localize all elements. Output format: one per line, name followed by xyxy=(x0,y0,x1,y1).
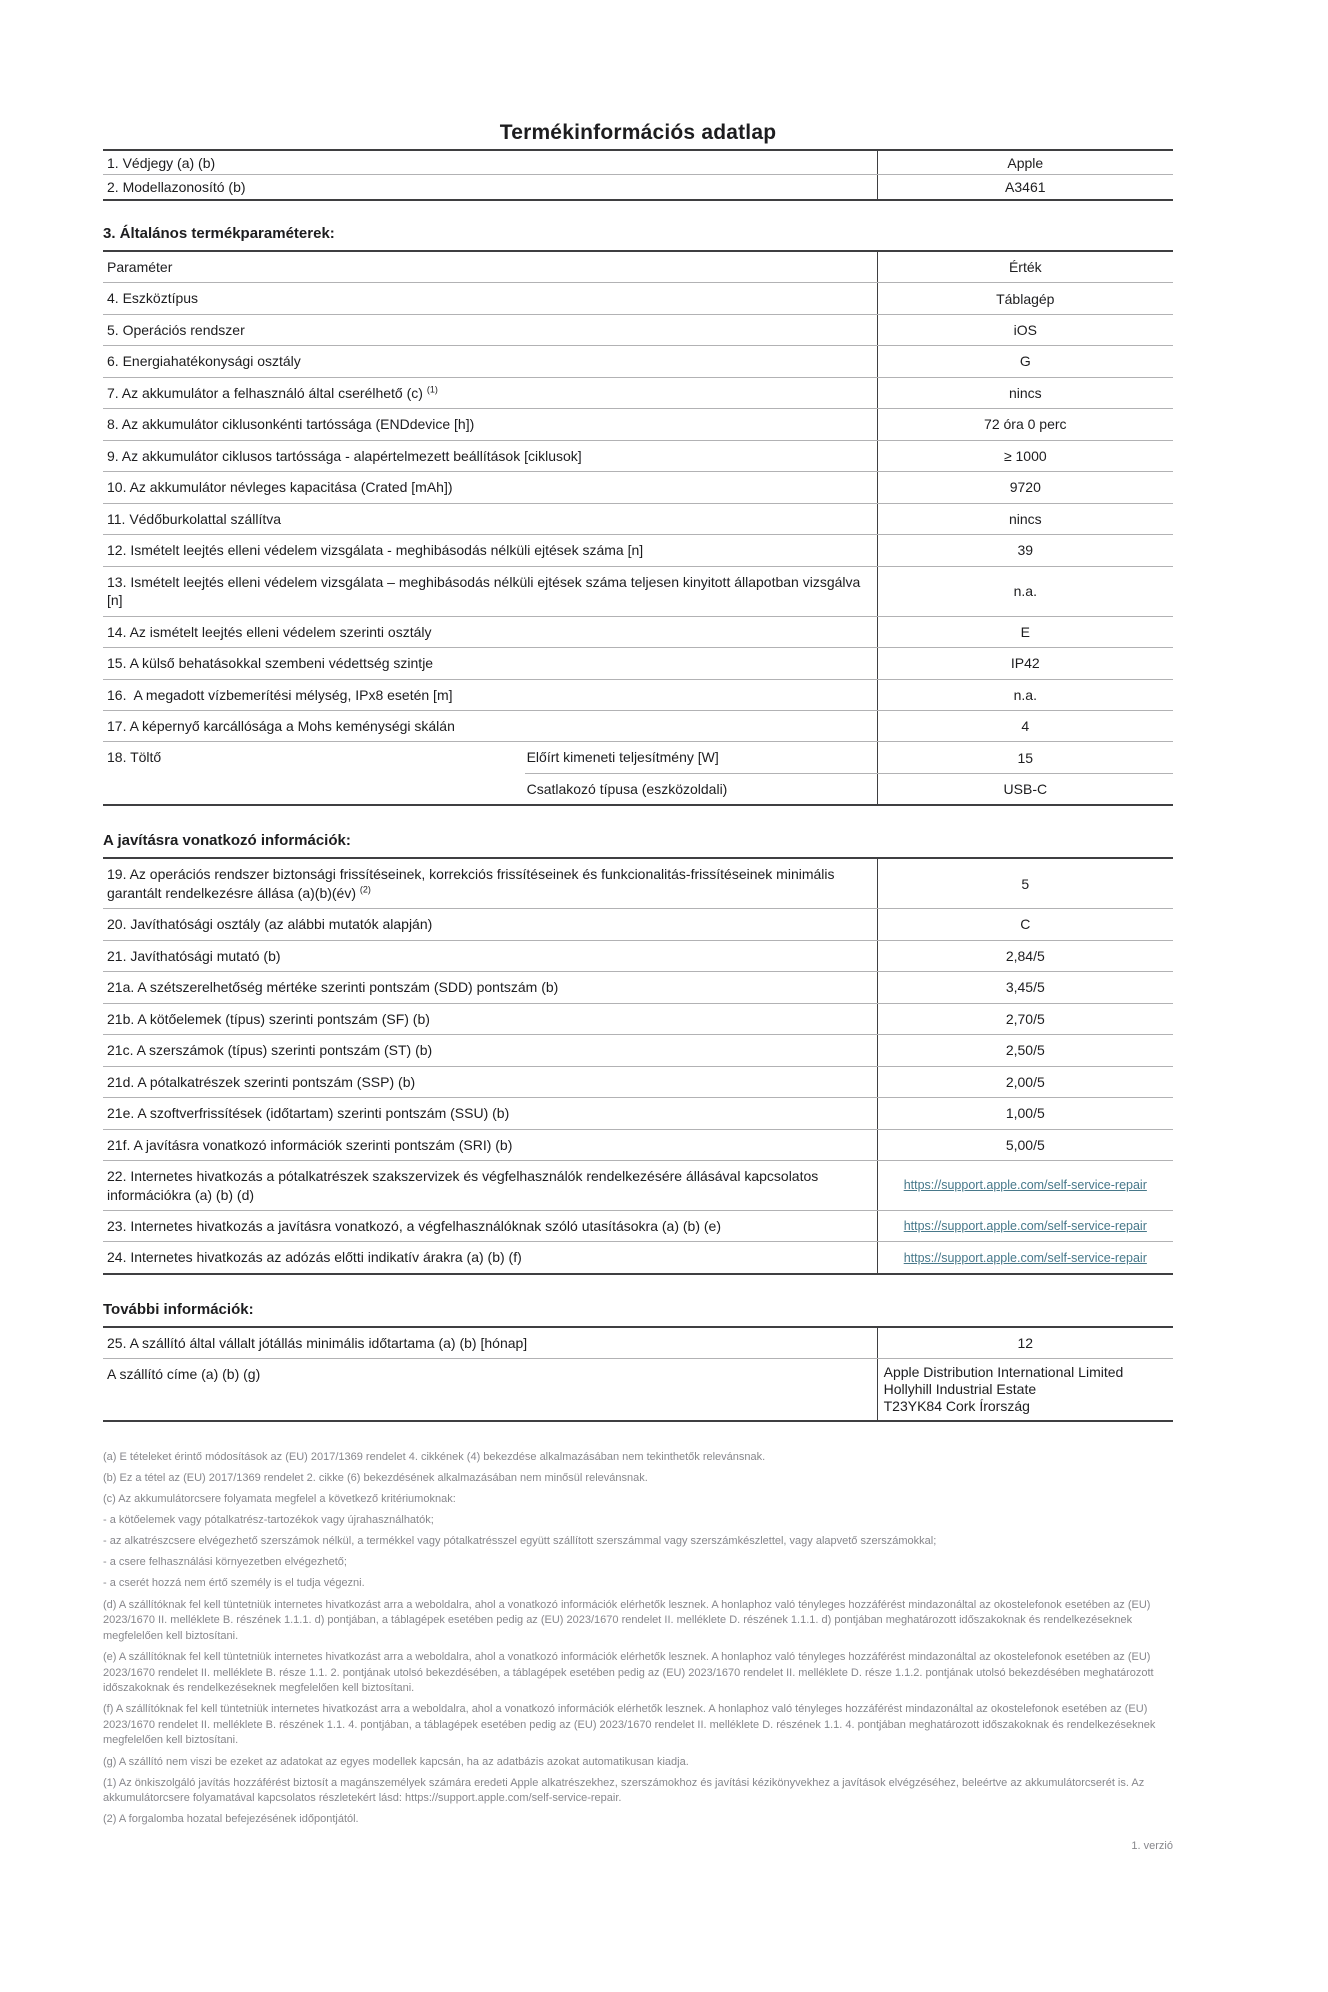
table-row xyxy=(103,377,1173,408)
value-cell: Apple xyxy=(877,151,1173,174)
param-label: 20. Javíthatósági osztály (az alábbi mutatók alapján) xyxy=(107,916,433,933)
support-link[interactable]: https://support.apple.com/self-service-repair xyxy=(903,1178,1147,1193)
table-row xyxy=(103,1129,1173,1160)
param-label: 22. Internetes hivatkozás a pótalkatrészek szakszervizek és végfelhasználók rendelkezésére állásával kapcsolatos információkra (a) (b) (d) xyxy=(107,1168,819,1203)
table-row xyxy=(103,908,1173,939)
param-label: 9. Az akkumulátor ciklusos tartóssága - alapértelmezett beállítások [ciklusok] xyxy=(107,447,582,464)
value-cell: Táblagép xyxy=(877,283,1173,313)
param-label: 8. Az akkumulátor ciklusonkénti tartóssága (ENDdevice [h]) xyxy=(107,416,475,433)
param-label: 23. Internetes hivatkozás a javításra vonatkozó, a végfelhasználóknak szóló utasításokra (a) (b) (e) xyxy=(107,1218,721,1234)
table-row xyxy=(103,971,1173,1002)
param-label: A szállító címe (a) (b) (g) xyxy=(107,1366,261,1383)
value-cell: G xyxy=(877,346,1173,376)
table-row xyxy=(103,282,1173,313)
value-cell: 3,45/5 xyxy=(877,972,1173,1002)
charger-subcolumn xyxy=(525,742,1173,804)
value-cell: nincs xyxy=(877,378,1173,408)
table-row xyxy=(103,174,1173,198)
footnote-text: (1) Az önkiszolgáló javítás hozzáférést biztosít a magánszemélyek számára eredeti Apple alkatrészekhez, szerszámokhoz és javítási kézikönyvekhez a javítások elvégzéséhez, beleértve az akkumulátorcserét is. Az akkumulátorcsere folyamatával kapcsolatos részletekért lásd: https://support.apple.com/self-service-repair. xyxy=(103,1776,1145,1805)
param-label: 4. Eszköztípus xyxy=(107,290,199,307)
param-label: 10. Az akkumulátor névleges kapacitása (Crated [mAh]) xyxy=(107,479,453,496)
footnote-text: (e) A szállítóknak fel kell tüntetniük internetes hivatkozást arra a weboldalra, ahol a vonatkozó információk elérhetők lesznek. A honlaphoz való tényleges hozzáférést mindazonáltal az okostelefonok esetében az (EU) 2023/1670 rendelet II. melléklete B. része 1.1. 2. pontjának utolsó bekezdésében, a táblagépek esetében pedig az (EU) 2023/1670 rendelet II. melléklete D. része 1.1.2. pontjának utolsó bekezdésében meghatározott időszakoknak és rendelkezéseknek megfelelően kell biztosítani. xyxy=(103,1650,1154,1695)
value-cell: 5,00/5 xyxy=(877,1130,1173,1160)
param-label: 21c. A szerszámok (típus) szerinti pontszám (ST) (b) xyxy=(107,1042,433,1059)
column-header-param: Paraméter xyxy=(107,258,173,275)
param-label: 21a. A szétszerelhetőség mértéke szerinti pontszám (SDD) pontszám (b) xyxy=(107,979,559,996)
table-row xyxy=(103,940,1173,971)
table-row xyxy=(103,1160,1173,1210)
param-label: 6. Energiahatékonysági osztály xyxy=(107,353,301,370)
table-row xyxy=(103,1066,1173,1097)
identification-table xyxy=(103,149,1173,201)
param-label: 2. Modellazonosító (b) xyxy=(107,178,246,195)
section-heading-repair: A javításra vonatkozó információk: xyxy=(103,832,351,850)
table-row xyxy=(103,616,1173,647)
table-row xyxy=(103,408,1173,439)
subparam-label: Előírt kimeneti teljesítmény [W] xyxy=(526,749,719,766)
address-line: Hollyhill Industrial Estate xyxy=(883,1381,1037,1398)
footnote-ref: (2) xyxy=(359,884,371,895)
page-title: Termékinformációs adatlap xyxy=(499,121,777,144)
param-label: 14. Az ismételt leejtés elleni védelem szerinti osztály xyxy=(107,623,432,640)
table-row xyxy=(103,679,1173,710)
support-link[interactable]: https://support.apple.com/self-service-repair xyxy=(903,1250,1147,1265)
table-row xyxy=(103,710,1173,741)
table-row xyxy=(103,471,1173,502)
footnote-text: (b) Ez a tétel az (EU) 2017/1369 rendelet 2. cikke (6) bekezdésének alkalmazásában nem minősül relevánsnak. xyxy=(103,1471,648,1484)
value-cell: 5 xyxy=(877,859,1173,908)
address-line: Apple Distribution International Limited xyxy=(883,1364,1124,1381)
table-row xyxy=(103,1097,1173,1128)
table-row-charger xyxy=(103,741,1173,804)
value-cell: 72 óra 0 perc xyxy=(877,409,1173,439)
table-row xyxy=(103,1034,1173,1065)
table-row xyxy=(103,566,1173,616)
value-cell: E xyxy=(877,617,1173,647)
table-row xyxy=(103,1210,1173,1241)
param-label: 19. Az operációs rendszer biztonsági frissítéseinek, korrekciós frissítéseinek és funkcionalitás-frissítéseinek minimális garantált rendelkezésre állása (a)(b)(év) $^{(2)}$ xyxy=(107,866,835,901)
version-label: 1. verzió xyxy=(1131,1839,1173,1852)
value-cell: USB-C xyxy=(877,774,1173,804)
address-line: T23YK84 Cork Írország xyxy=(883,1398,1030,1414)
repair-info-table xyxy=(103,857,1173,1275)
general-parameters-table xyxy=(103,250,1173,806)
param-label: 21b. A kötőelemek (típus) szerinti pontszám (SF) (b) xyxy=(107,1010,430,1027)
table-row xyxy=(103,314,1173,345)
footnote-text: (2) A forgalomba hozatal befejezésének időpontjától. xyxy=(103,1813,359,1826)
footnote-text: (c) Az akkumulátorcsere folyamata megfelel a következő kritériumoknak: xyxy=(103,1493,456,1506)
param-label: 21f. A javításra vonatkozó információk szerinti pontszám (SRI) (b) xyxy=(107,1136,513,1153)
value-cell: 12 xyxy=(877,1328,1173,1358)
param-label: 13. Ismételt leejtés elleni védelem vizsgálata – meghibásodás nélküli ejtések száma teljesen kinyitott állapotban vizsgálva [n] xyxy=(107,573,861,609)
table-row xyxy=(103,647,1173,678)
table-row xyxy=(103,345,1173,376)
value-cell xyxy=(877,1359,1173,1419)
value-cell: IP42 xyxy=(877,648,1173,678)
table-row xyxy=(103,503,1173,534)
param-label: 18. Töltő xyxy=(107,749,162,766)
value-cell: nincs xyxy=(877,504,1173,534)
value-cell: 39 xyxy=(877,535,1173,565)
value-cell: n.a. xyxy=(877,567,1173,616)
value-cell xyxy=(877,1161,1173,1210)
value-cell xyxy=(877,1242,1173,1272)
support-link[interactable]: https://support.apple.com/self-service-repair xyxy=(903,1219,1147,1234)
table-row xyxy=(103,1328,1173,1358)
footnote-text: - az alkatrészcsere elvégezhető szerszámok nélkül, a termékkel vagy pótalkatrésszel együtt szállított szerszámmal vagy szerszámkészlettel, vagy alapvető szerszámokkal; xyxy=(103,1535,937,1548)
table-row xyxy=(103,1241,1173,1272)
value-cell: C xyxy=(877,909,1173,939)
param-label: 15. A külső behatásokkal szembeni védettség szintje xyxy=(107,655,434,672)
footnotes-block xyxy=(103,1450,1173,1828)
footnote-text: (d) A szállítóknak fel kell tüntetniük internetes hivatkozást arra a weboldalra, ahol a vonatkozó információk elérhetők lesznek. A honlaphoz való tényleges hozzáférést mindazonáltal az okostelefonok esetében az (EU) 2023/1670 II. melléklete B. részének 1.1.1. d) pontjában, a táblagépek esetében pedig az (EU) 2023/1670 rendelet II. melléklete D. részének 1.1.1. d) pontjában meghatározott időszakoknak és rendelkezéseknek megfelelően kell biztosítani. xyxy=(103,1598,1151,1642)
param-label: 7. Az akkumulátor a felhasználó által cserélhető (c) $^{(1)}$ xyxy=(107,384,438,401)
footnote-text: (a) E tételeket érintő módosítások az (EU) 2017/1369 rendelet 4. cikkének (4) bekezdése alkalmazásában nem tekinthetők relevánsnak. xyxy=(103,1450,766,1463)
additional-info-table xyxy=(103,1326,1173,1422)
value-cell: 2,70/5 xyxy=(877,1004,1173,1034)
value-cell: A3461 xyxy=(877,175,1173,198)
param-label: 12. Ismételt leejtés elleni védelem vizsgálata - meghibásodás nélküli ejtések száma [n] xyxy=(107,542,644,559)
table-row xyxy=(103,151,1173,174)
footnote-text: (f) A szállítóknak fel kell tüntetniük internetes hivatkozást arra a weboldalra, ahol a vonatkozó információk elérhetők lesznek. A honlaphoz való tényleges hozzáférést mindazonáltal az okostelefonok esetében az (EU) 2023/1670 rendelet II. melléklete B. részének 1.1. 4. pontjában, a táblagépek esetében pedig az (EU) 2023/1670 rendelet II. melléklete D. részének 1.1. 4. pontjában meghatározott időszakoknak és rendelkezéseknek megfelelően kell biztosítani. xyxy=(103,1703,1156,1747)
table-row xyxy=(103,1358,1173,1419)
subparam-label: Csatlakozó típusa (eszközoldali) xyxy=(526,780,728,797)
footnote-text: (g) A szállító nem viszi be ezeket az adatokat az egyes modellek kapcsán, ha az adatbázis azokat automatikusan kiadja. xyxy=(103,1755,689,1768)
param-label: 21e. A szoftverfrissítések (időtartam) szerinti pontszám (SSU) (b) xyxy=(107,1105,510,1122)
param-label: 21. Javíthatósági mutató (b) xyxy=(107,947,281,964)
param-label: 25. A szállító által vállalt jótállás minimális időtartama (a) (b) [hónap] xyxy=(107,1334,528,1351)
footnote-text: - a cserét hozzá nem értő személy is el tudja végezni. xyxy=(103,1577,365,1590)
table-row xyxy=(103,534,1173,565)
param-label: 24. Internetes hivatkozás az adózás előtti indikatív árakra (a) (b) (f) xyxy=(107,1249,522,1266)
param-label: 21d. A pótalkatrészek szerinti pontszám (SSP) (b) xyxy=(107,1073,416,1090)
column-header-value: Érték xyxy=(877,252,1173,282)
value-cell: 15 xyxy=(877,742,1173,772)
section-heading-general: 3. Általános termékparaméterek: xyxy=(103,224,335,242)
value-cell: ≥ 1000 xyxy=(877,441,1173,471)
param-label: 5. Operációs rendszer xyxy=(107,321,245,338)
table-row xyxy=(103,1003,1173,1034)
value-cell: 2,50/5 xyxy=(877,1035,1173,1065)
param-label: 1. Védjegy (a) (b) xyxy=(107,154,216,171)
value-cell: 4 xyxy=(877,711,1173,741)
table-header-row xyxy=(103,252,1173,282)
charger-subrow xyxy=(525,742,1173,772)
value-cell: 2,00/5 xyxy=(877,1067,1173,1097)
value-cell: n.a. xyxy=(877,680,1173,710)
value-cell: 9720 xyxy=(877,472,1173,502)
document-content xyxy=(103,0,1173,1992)
value-cell: 2,84/5 xyxy=(877,941,1173,971)
value-cell: 1,00/5 xyxy=(877,1098,1173,1128)
table-row xyxy=(103,440,1173,471)
footnote-text: - a csere felhasználási környezetben elvégezhető; xyxy=(103,1556,347,1569)
value-cell xyxy=(877,1211,1173,1241)
param-label: 16. A megadott vízbemerítési mélység, IPx8 esetén [m] xyxy=(107,686,453,703)
charger-subrow xyxy=(525,773,1173,804)
param-label: 17. A képernyő karcállósága a Mohs keménységi skálán xyxy=(107,717,455,734)
value-cell: iOS xyxy=(877,315,1173,345)
footnote-text: - a kötőelemek vagy pótalkatrész-tartozékok vagy újrahasználhatók; xyxy=(103,1514,434,1527)
param-label: 11. Védőburkolattal szállítva xyxy=(107,510,282,527)
footnote-ref: (1) xyxy=(426,384,438,395)
section-heading-additional: További információk: xyxy=(103,1300,254,1318)
table-row xyxy=(103,859,1173,908)
